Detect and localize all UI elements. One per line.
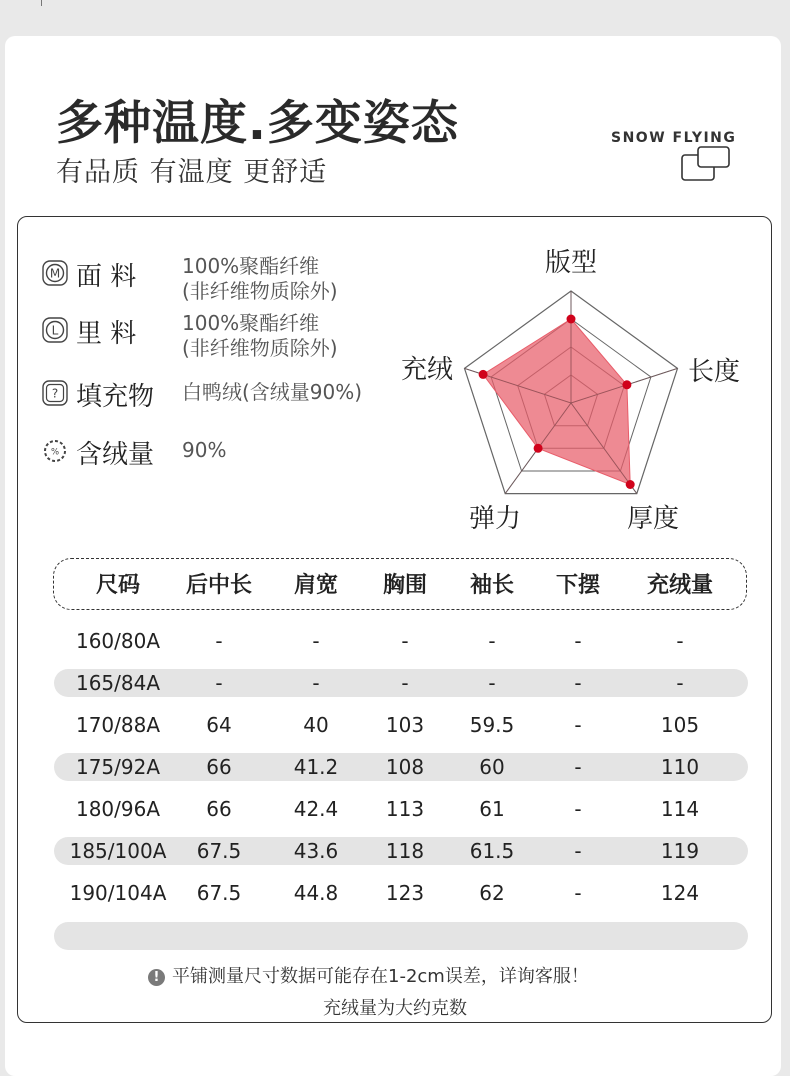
table-cell: 105 xyxy=(660,713,700,737)
table-cell: - xyxy=(574,671,582,695)
table-cell: 108 xyxy=(385,755,425,779)
table-cell: 66 xyxy=(206,755,232,779)
radar-data-point xyxy=(626,480,635,489)
column-header: 尺码 xyxy=(95,573,141,598)
warning-icon: ! xyxy=(148,969,165,986)
table-cell: 61.5 xyxy=(469,839,515,863)
table-cell: - xyxy=(312,671,320,695)
radar-data-point xyxy=(567,315,576,324)
table-cell: 66 xyxy=(206,797,232,821)
table-cell: 119 xyxy=(660,839,700,863)
size-label-cell: 180/96A xyxy=(75,797,161,821)
table-cell: 62 xyxy=(479,881,505,905)
table-cell: - xyxy=(574,755,582,779)
attribute-label: 填充物 xyxy=(76,382,155,412)
table-cell: - xyxy=(215,671,223,695)
table-footer-band xyxy=(54,922,748,950)
size-label-cell: 170/88A xyxy=(75,713,161,737)
measurement-note xyxy=(148,962,648,990)
down-weight-note: 充绒量为大约克数 xyxy=(323,998,467,1019)
size-label-cell: 160/80A xyxy=(75,629,161,653)
column-header: 袖长 xyxy=(469,573,515,598)
radar-data-point xyxy=(622,380,631,389)
radar-axis-label: 充绒 xyxy=(400,355,454,385)
column-header: 肩宽 xyxy=(293,573,339,598)
table-cell: - xyxy=(312,629,320,653)
table-cell: - xyxy=(215,629,223,653)
table-cell: 41.2 xyxy=(293,755,339,779)
table-cell: 110 xyxy=(660,755,700,779)
svg-text:L: L xyxy=(51,323,59,338)
table-cell: - xyxy=(574,713,582,737)
attribute-value: 100%聚酯纤维 (非纤维物质除外) xyxy=(182,254,338,303)
table-cell: 64 xyxy=(206,713,232,737)
table-cell: 118 xyxy=(385,839,425,863)
attribute-value: 白鸭绒(含绒量90%) xyxy=(182,380,363,404)
radar-axis-label: 弹力 xyxy=(468,504,522,534)
table-cell: - xyxy=(574,839,582,863)
column-header: 后中长 xyxy=(185,573,253,598)
size-label-cell: 185/100A xyxy=(69,839,167,863)
column-header: 胸围 xyxy=(382,573,428,598)
table-cell: - xyxy=(574,881,582,905)
svg-text:?: ? xyxy=(51,386,59,401)
attribute-value: 100%聚酯纤维 (非纤维物质除外) xyxy=(182,311,338,360)
attribute-label: 含绒量 xyxy=(76,440,155,470)
column-header: 充绒量 xyxy=(646,573,714,598)
table-cell: 124 xyxy=(660,881,700,905)
table-cell: - xyxy=(488,629,496,653)
radar-data-point xyxy=(479,370,488,379)
table-cell: - xyxy=(676,671,684,695)
table-cell: 44.8 xyxy=(293,881,339,905)
column-header: 下摆 xyxy=(555,573,601,598)
size-label-cell: 165/84A xyxy=(75,671,161,695)
table-cell: 59.5 xyxy=(469,713,515,737)
table-cell: - xyxy=(488,671,496,695)
attribute-label: 里 料 xyxy=(76,319,137,349)
table-cell: 60 xyxy=(479,755,505,779)
brand-name: SNOW FLYING xyxy=(611,130,737,146)
table-cell: 67.5 xyxy=(196,881,242,905)
radar-axis-label: 版型 xyxy=(544,248,598,278)
radar-axis-label: 厚度 xyxy=(626,504,680,534)
svg-text:M: M xyxy=(49,266,61,281)
table-cell: - xyxy=(574,797,582,821)
svg-text:%: % xyxy=(50,447,60,458)
table-cell: 114 xyxy=(660,797,700,821)
table-cell: - xyxy=(676,629,684,653)
page-headline: 多种温度.多变姿态 xyxy=(56,96,459,151)
page-subline: 有品质 有温度 更舒适 xyxy=(56,157,328,188)
table-cell: 103 xyxy=(385,713,425,737)
table-cell: - xyxy=(401,629,409,653)
size-label-cell: 175/92A xyxy=(75,755,161,779)
attribute-value: 90% xyxy=(182,438,227,462)
table-cell: - xyxy=(401,671,409,695)
radar-axis-label: 长度 xyxy=(687,357,741,387)
measurement-note-text: 平铺测量尺寸数据可能存在1-2cm误差，详询客服！ xyxy=(172,966,589,987)
table-cell: 61 xyxy=(479,797,505,821)
table-cell: 40 xyxy=(303,713,329,737)
radar-data-point xyxy=(534,444,543,453)
table-cell: 123 xyxy=(385,881,425,905)
table-cell: 113 xyxy=(385,797,425,821)
attribute-label: 面 料 xyxy=(76,262,137,292)
size-label-cell: 190/104A xyxy=(69,881,167,905)
table-cell: - xyxy=(574,629,582,653)
table-cell: 43.6 xyxy=(293,839,339,863)
table-cell: 42.4 xyxy=(293,797,339,821)
table-cell: 67.5 xyxy=(196,839,242,863)
